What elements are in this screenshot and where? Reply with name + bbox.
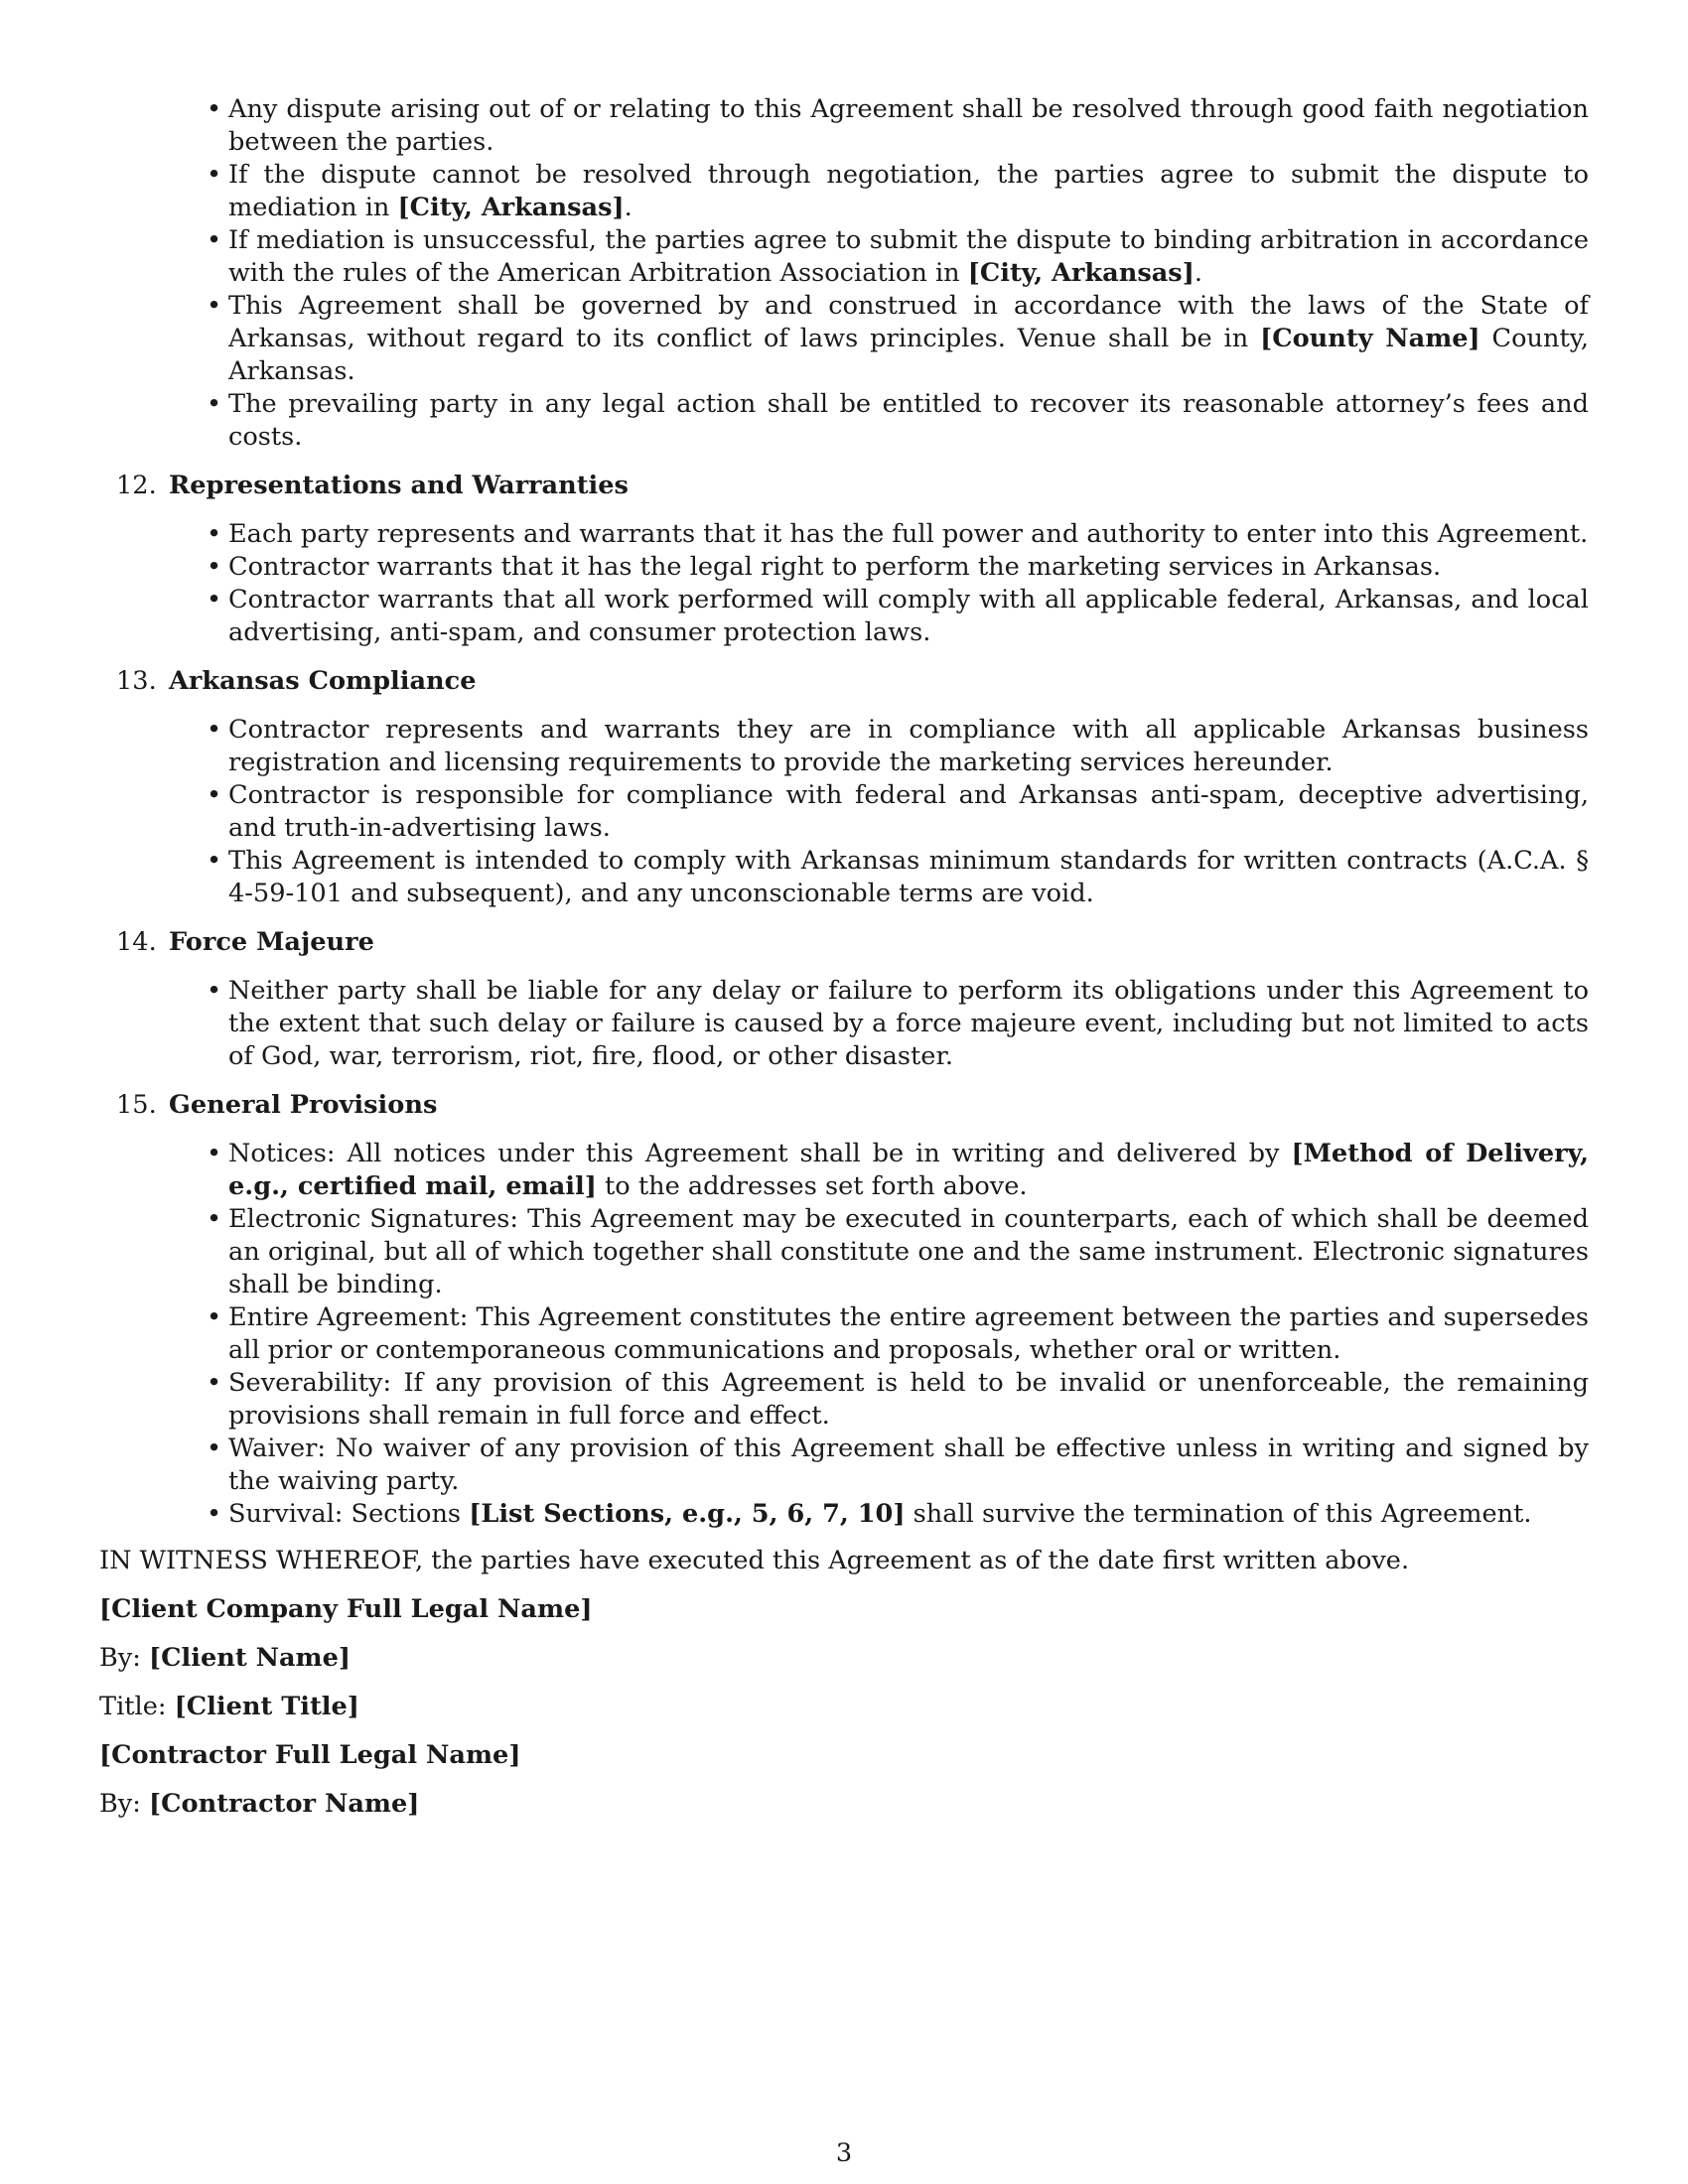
- list-item: • Notices: All notices under this Agreement shall be in writing and delivered by [Method of Delivery, e.g., certified mail, email] to the addresses set forth above.: [228, 1138, 1589, 1203]
- section-number: 14.: [116, 927, 157, 957]
- list-item: • If the dispute cannot be resolved through negotiation, the parties agree to submit the dispute to mediation in [City, Arkansas].: [228, 159, 1589, 224]
- list-item: • Survival: Sections [List Sections, e.g., 5, 6, 7, 10] shall survive the termination of this Agreement.: [228, 1498, 1589, 1531]
- list-item: • This Agreement shall be governed by and construed in accordance with the laws of the State of Arkansas, without regard to its conflict of laws principles. Venue shall be in [County Name] County, Arkansas.: [228, 290, 1589, 388]
- placeholder-city: [City, Arkansas]: [967, 258, 1195, 288]
- client-title: [Client Title]: [174, 1692, 359, 1721]
- section-title: Representations and Warranties: [169, 471, 629, 500]
- client-title-line: Title: [Client Title]: [99, 1692, 359, 1721]
- witness-statement: IN WITNESS WHEREOF, the parties have executed this Agreement as of the date first written above.: [99, 1546, 1410, 1575]
- contractor-name: [Contractor Name]: [149, 1789, 420, 1819]
- section-14: [99, 926, 1589, 1073]
- section-title: General Provisions: [169, 1090, 438, 1120]
- section-number: 13.: [116, 666, 157, 696]
- list-item: • The prevailing party in any legal action shall be entitled to recover its reasonable attorney’s fees and costs.: [228, 388, 1589, 454]
- contractor-by-line: By: [Contractor Name]: [99, 1789, 420, 1819]
- list-item: • Contractor represents and warrants they are in compliance with all applicable Arkansas business registration and licensing requirements to provide the marketing services hereunder.: [228, 714, 1589, 779]
- dispute-resolution-list: [99, 93, 1589, 454]
- list-item: • Entire Agreement: This Agreement constitutes the entire agreement between the parties and supersedes all prior or contemporaneous communications and proposals, whether oral or written.: [228, 1301, 1589, 1367]
- placeholder-delivery-method: [Method of Delivery, e.g., certified mail, email]: [228, 1139, 1589, 1201]
- section-title: Force Majeure: [169, 927, 374, 957]
- list-item: • Severability: If any provision of this Agreement is held to be invalid or unenforceable, the remaining provisions shall remain in full force and effect.: [228, 1367, 1589, 1433]
- list-item: • Contractor is responsible for compliance with federal and Arkansas anti-spam, deceptive advertising, and truth-in-advertising laws.: [228, 779, 1589, 845]
- list-item: • Waiver: No waiver of any provision of this Agreement shall be effective unless in writing and signed by the waiving party.: [228, 1433, 1589, 1498]
- section-title: Arkansas Compliance: [169, 666, 477, 696]
- page-number: 3: [835, 2138, 853, 2168]
- placeholder-county: [County Name]: [1260, 324, 1480, 353]
- section-list: [99, 518, 1589, 649]
- client-by-line: By: [Client Name]: [99, 1643, 352, 1673]
- section-heading: [99, 926, 1589, 959]
- list-item: • This Agreement is intended to comply with Arkansas minimum standards for written contracts (A.C.A. § 4-59-101 and subsequent), and any unconscionable terms are void.: [228, 845, 1589, 910]
- client-name: [Client Name]: [149, 1643, 352, 1673]
- list-item: • Contractor warrants that it has the legal right to perform the marketing services in Arkansas.: [228, 551, 1589, 584]
- list-item: • Neither party shall be liable for any delay or failure to perform its obligations under this Agreement to the extent that such delay or failure is caused by a force majeure event, including but not limited to acts of God, war, terrorism, riot, fire, flood, or other disaster.: [228, 975, 1589, 1073]
- list-item: • If mediation is unsuccessful, the parties agree to submit the dispute to binding arbitration in accordance with the rules of the American Arbitration Association in [City, Arkansas].: [228, 224, 1589, 290]
- placeholder-city: [City, Arkansas]: [397, 193, 625, 222]
- section-heading: [99, 1089, 1589, 1122]
- section-13: [99, 665, 1589, 910]
- section-heading: [99, 665, 1589, 698]
- list-item: • Contractor warrants that all work performed will comply with all applicable federal, Arkansas, and local advertising, anti-spam, and consumer protection laws.: [228, 584, 1589, 649]
- section-heading: [99, 470, 1589, 502]
- contractor-company-name: [Contractor Full Legal Name]: [99, 1740, 521, 1770]
- section-number: 15.: [116, 1090, 157, 1120]
- section-number: 12.: [116, 471, 157, 500]
- document-page: [99, 93, 1589, 1837]
- section-list: [99, 714, 1589, 910]
- placeholder-sections: [List Sections, e.g., 5, 6, 7, 10]: [469, 1499, 906, 1529]
- section-12: [99, 470, 1589, 649]
- section-15: [99, 1089, 1589, 1531]
- section-list: [99, 1138, 1589, 1531]
- list-item: • Each party represents and warrants that it has the full power and authority to enter into this Agreement.: [228, 518, 1589, 551]
- section-list: [99, 975, 1589, 1073]
- list-item: • Electronic Signatures: This Agreement may be executed in counterparts, each of which shall be deemed an original, but all of which together shall constitute one and the same instrument. Electronic signatures shall be binding.: [228, 1203, 1589, 1301]
- list-item: • Any dispute arising out of or relating to this Agreement shall be resolved through good faith negotiation between the parties.: [228, 93, 1589, 159]
- client-company-name: [Client Company Full Legal Name]: [99, 1594, 593, 1624]
